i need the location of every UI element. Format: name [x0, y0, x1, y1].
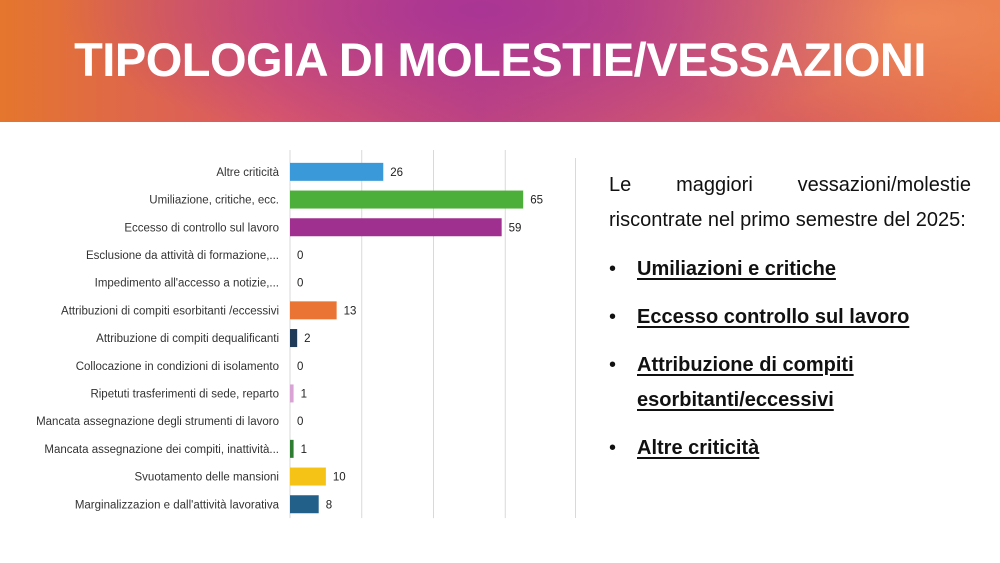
summary-intro: Le maggiori vessazioni/molestie riscontrate nel primo semestre del 2025:: [609, 174, 971, 231]
bar: [290, 163, 383, 181]
bar: [290, 384, 294, 402]
data-label: 0: [297, 277, 304, 290]
bar: [290, 329, 297, 347]
category-label: Altre criticità: [216, 166, 279, 179]
data-label: 13: [343, 305, 357, 318]
data-label: 59: [508, 222, 522, 235]
category-label: Eccesso di controllo sul lavoro: [124, 222, 279, 235]
data-label: 0: [297, 416, 304, 429]
data-label: 1: [300, 388, 307, 401]
category-label: Esclusione da attività di formazione,...: [85, 249, 279, 262]
bar: [290, 218, 502, 236]
summary-item: • Eccesso controllo sul lavoro: [609, 300, 971, 335]
summary-item: • Altre criticità: [609, 431, 971, 466]
bar: [290, 495, 319, 513]
bar: [290, 468, 326, 486]
summary-item: • Attribuzione di compiti esorbitanti/eccessivi: [609, 348, 971, 418]
title-banner: [0, 0, 1000, 122]
category-label: Umiliazione, critiche, ecc.: [149, 194, 279, 207]
data-label: 0: [297, 249, 304, 262]
data-label: 26: [390, 166, 404, 179]
category-label: Marginalizzazion e dall'attività lavorativa: [74, 499, 279, 512]
bar: [290, 440, 294, 458]
summary-panel: [609, 168, 971, 479]
category-label: Collocazione in condizioni di isolamento: [75, 360, 279, 373]
category-label: Mancata assegnazione degli strumenti di lavoro: [36, 416, 279, 429]
panel-divider: [575, 158, 576, 518]
category-label: Svuotamento delle mansioni: [134, 471, 279, 484]
category-label: Mancata assegnazione dei compiti, inattività...: [44, 443, 279, 456]
data-label: 8: [325, 499, 333, 512]
bar: [290, 191, 523, 209]
category-label: Impedimento all'accesso a notizie,...: [94, 277, 279, 290]
bullet-dot-icon: •: [609, 354, 617, 376]
bullet-dot-icon: •: [609, 437, 617, 459]
data-label: 65: [530, 194, 543, 207]
data-label: 0: [297, 360, 304, 373]
bar-chart: [0, 150, 570, 522]
data-label: 10: [332, 471, 346, 484]
bullet-dot-icon: •: [609, 306, 617, 328]
summary-item: • Umiliazioni e critiche: [609, 252, 971, 287]
bullet-dot-icon: •: [609, 258, 617, 280]
category-label: Attribuzioni di compiti esorbitanti /eccessivi: [61, 305, 279, 318]
category-label: Attribuzione di compiti dequalificanti: [96, 333, 279, 346]
data-label: 1: [300, 443, 307, 456]
category-label: Ripetuti trasferimenti di sede, reparto: [90, 388, 279, 401]
summary-list: [609, 252, 971, 466]
bar: [290, 301, 337, 319]
data-label: 2: [304, 333, 311, 346]
slide-title: TIPOLOGIA DI MOLESTIE/VESSAZIONI: [74, 33, 926, 86]
